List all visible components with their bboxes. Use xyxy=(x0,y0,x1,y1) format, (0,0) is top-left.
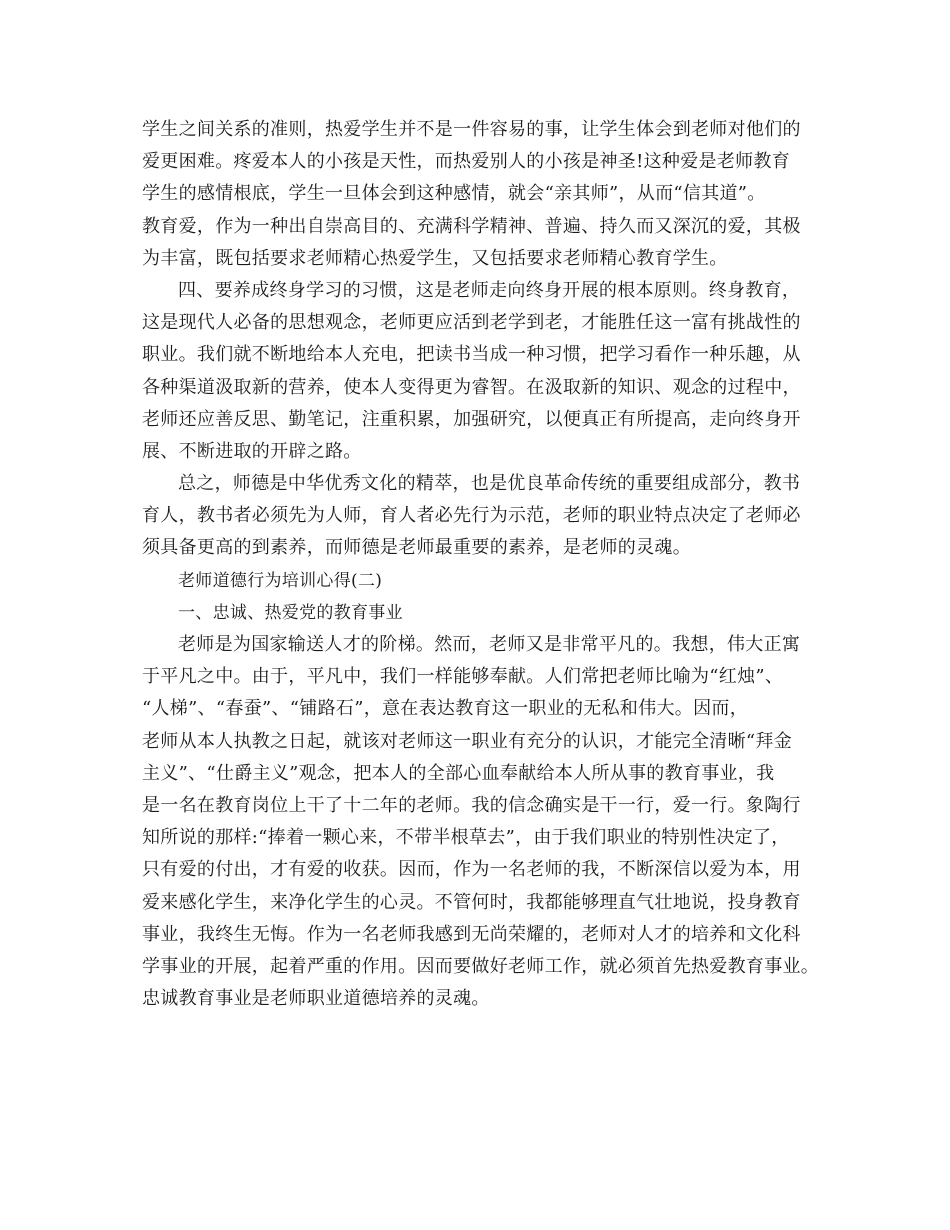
text-line: 只有爱的付出，才有爱的收获。因而，作为一名老师的我，不断深信以爱为本，用 xyxy=(142,859,801,881)
text-line: 是一名在教育岗位上干了十二年的老师。我的信念确实是干一行，爱一行。象陶行 xyxy=(142,794,801,816)
text-line: 展、不断进取的开辟之路。 xyxy=(142,440,362,462)
text-line: 为丰富，既包括要求老师精心热爱学生，又包括要求老师精心教育学生。 xyxy=(142,247,728,269)
text-line: 学生之间关系的准则，热爱学生并不是一件容易的事，让学生体会到老师对他们的 xyxy=(142,119,801,140)
text-line: 须具备更高的到素养，而师德是老师最重要的素养，是老师的灵魂。 xyxy=(142,537,691,559)
text-line: 爱更困难。疼爱本人的小孩是天性，而热爱别人的小孩是神圣!这种爱是老师教育 xyxy=(142,151,791,173)
text-line: 老师从本人执教之日起，就该对老师这一职业有充分的认识，才能完全清晰“拜金 xyxy=(142,730,792,752)
text-line: 老师是为国家输送人才的阶梯。然而，老师又是非常平凡的。我想，伟大正寓 xyxy=(178,634,801,655)
text-line: 事业，我终生无悔。作为一名老师我感到无尚荣耀的，老师对人才的培养和文化科 xyxy=(142,923,801,945)
text-line: 职业。我们就不断地给本人充电，把读书当成一种习惯，把学习看作一种乐趣，从 xyxy=(142,344,801,366)
text-line: 育人，教书者必须先为人师，育人者必先行为示范，老师的职业特点决定了老师必 xyxy=(142,505,801,527)
text-line: 各种渠道汲取新的营养，使本人变得更为睿智。在汲取新的知识、观念的过程中， xyxy=(142,376,801,398)
text-line: 知所说的那样:“捧着一颗心来，不带半根草去”，由于我们职业的特别性决定了， xyxy=(142,827,790,849)
text-line: 爱来感化学生，来净化学生的心灵。不管何时，我都能够理直气壮地说，投身教育 xyxy=(142,891,801,913)
text-line: 老师还应善反思、勤笔记，注重积累，加强研究，以便真正有所提高，走向终身开 xyxy=(142,408,801,430)
text-line: 教育爱，作为一种出自崇高目的、充满科学精神、普遍、持久而又深沉的爱，其极 xyxy=(142,215,801,237)
text-line: 这是现代人必备的思想观念，老师更应活到老学到老，才能胜任这一富有挑战性的 xyxy=(142,312,801,334)
section-heading: 一、忠诚、热爱党的教育事业 xyxy=(178,602,403,623)
text-line: 忠诚教育事业是老师职业道德培养的灵魂。 xyxy=(142,988,490,1010)
document-body xyxy=(142,114,832,1015)
section-heading: 老师道德行为培训心得(二) xyxy=(178,570,383,591)
text-line: 学事业的开展，起着严重的作用。因而要做好老师工作，就必须首先热爱教育事业。 xyxy=(142,955,820,977)
text-line: “人梯”、“春蚕”、“铺路石”，意在表达教育这一职业的无私和伟大。因而， xyxy=(142,698,749,720)
text-line: 总之，师德是中华优秀文化的精萃，也是优良革命传统的重要组成部分，教书 xyxy=(178,473,801,495)
text-line: 四、要养成终身学习的习惯，这是老师走向终身开展的根本原则。终身教育， xyxy=(178,279,801,301)
text-line: 于平凡之中。由于，平凡中，我们一样能够奉献。人们常把老师比喻为“红烛”、 xyxy=(142,666,784,688)
text-line: 主义”、“仕爵主义”观念，把本人的全部心血奉献给本人所从事的教育事业，我 xyxy=(142,762,775,784)
text-line: 学生的感情根底，学生一旦体会到这种感情，就会“亲其师”，从而“信其道”。 xyxy=(142,183,766,205)
